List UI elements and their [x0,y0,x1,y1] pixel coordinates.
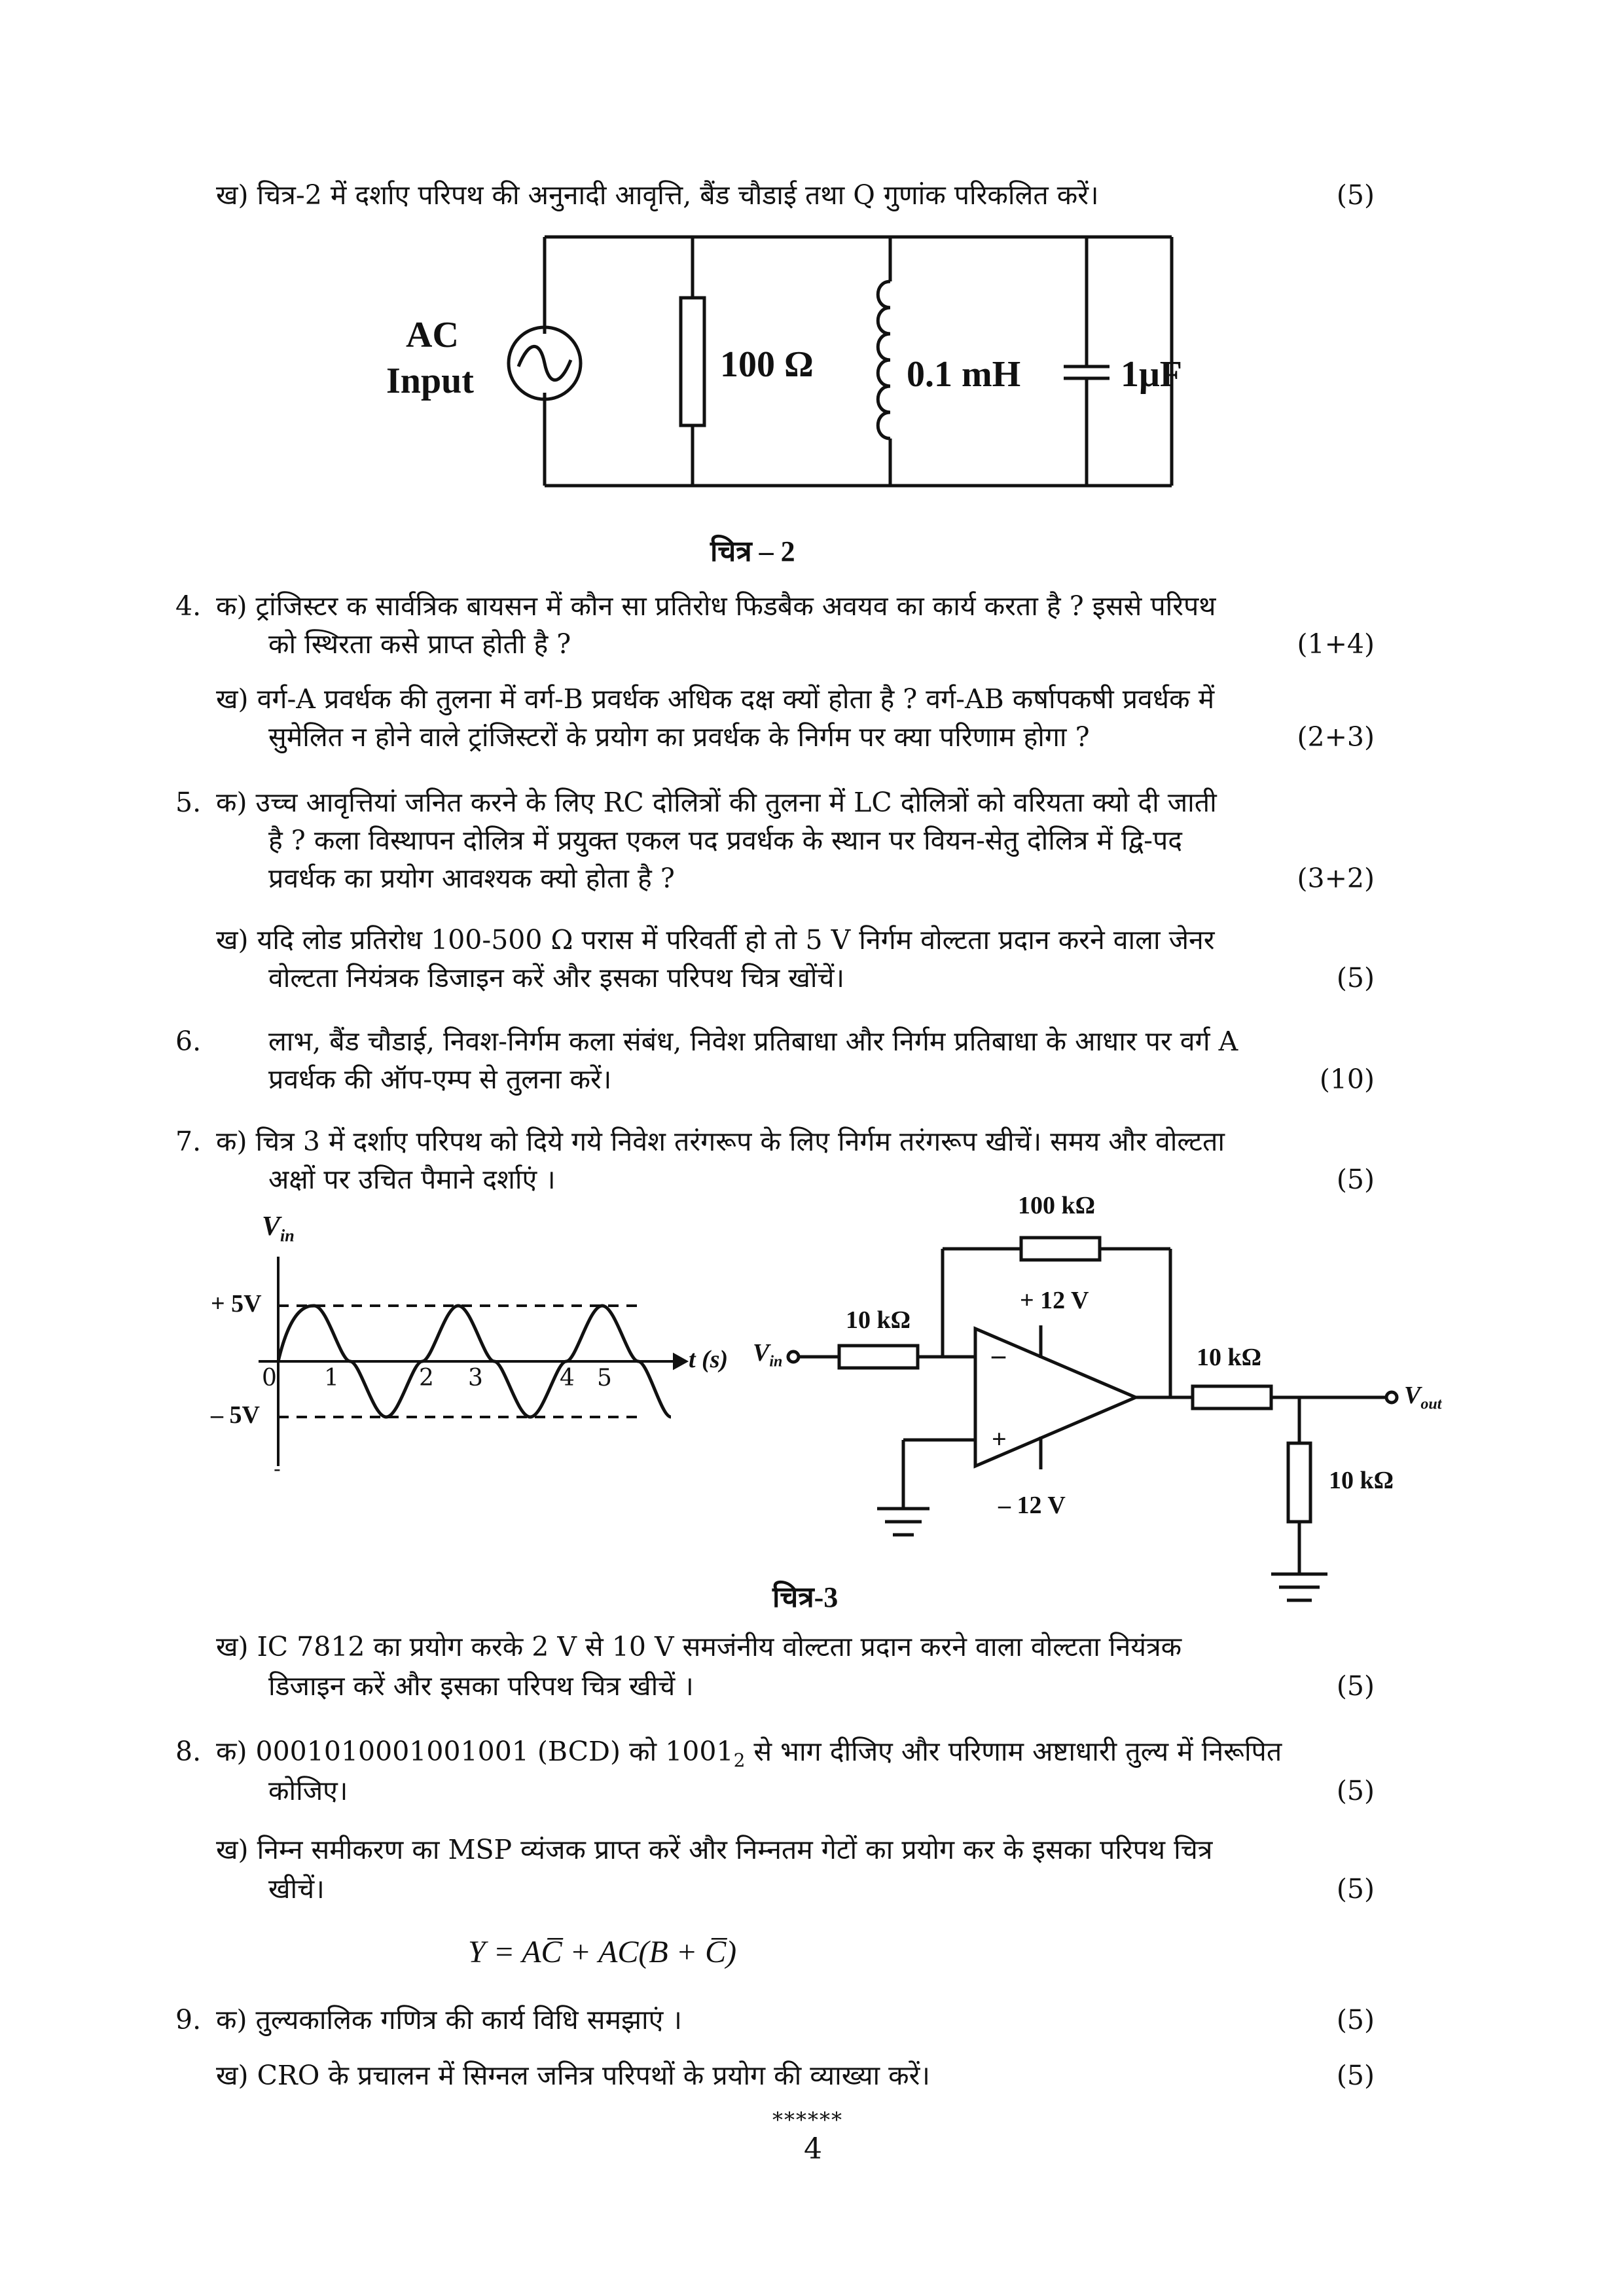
rf-resistor [1021,1238,1100,1260]
q3b-text: ख) चित्र-2 में दर्शाए परिपथ की अनुनादी आवृत्ति, बैंड चौडाई तथा Q गुणांक परिकलित करें। [216,179,1099,211]
q7b-marks: (5) [1336,1670,1375,1702]
q8b-marks: (5) [1336,1873,1375,1905]
fig3-vminus-label: – 12 V [998,1492,1066,1519]
q5b-marks: (5) [1336,962,1375,994]
fig3-vout-sub: out [1420,1395,1442,1413]
q9b-text: ख) CRO के प्रचालन में सिग्नल जनित्र परिपथों के प्रयोग की व्याख्या करें। [216,2060,930,2091]
q7b-line1: ख) IC 7812 का प्रयोग करके 2 V से 10 V समजंनीय वोल्टता प्रदान करने वाला वोल्टता नियंत्रक [216,1631,1182,1662]
fig2-source-label-1: AC [406,315,459,355]
vout-terminal [1386,1392,1397,1403]
fig3-noninverting-sign: + [992,1424,1007,1454]
q5a-line1: क) उच्च आवृत्तियां जनित करने के लिए RC दोलित्रों की तुलना में LC दोलित्रों को वरियता क्यो दी जाती [216,787,1217,818]
fig3-vin-sub: in [769,1353,783,1371]
q3b-marks: (5) [1336,179,1375,211]
q6-line1: लाभ, बैंड चौडाई, निवश-निर्गम कला संबंध, निवेश प्रतिबाधा और निर्गम प्रतिबाधा के आधार पर वर्ग A [268,1026,1238,1057]
rload-resistor [1288,1443,1310,1522]
fig3-dash-mark: - [274,1456,281,1481]
fig3-vin-axis-sub: in [280,1226,295,1246]
q7a-marks: (5) [1336,1164,1375,1195]
fig3-inverting-sign: – [992,1340,1005,1371]
q9a-marks: (5) [1336,2004,1375,2036]
q9b-marks: (5) [1336,2060,1375,2091]
q6-line2: प्रवर्धक की ऑप-एम्प से तुलना करें। [268,1064,612,1095]
q5b-line1: ख) यदि लोड प्रतिरोध 100-500 Ω परास में परिवर्ती हो तो 5 V निर्गम वोल्टता प्रदान करने वाला जेनर [216,924,1215,956]
fig3-tick-3: 3 [468,1365,483,1391]
q5a-marks: (3+2) [1297,863,1375,894]
fig2-caption: चित्र – 2 [710,535,795,567]
fig2-capacitor-label: 1μF [1121,354,1182,395]
fig2-resistor-label: 100 Ω [720,344,814,385]
fig3-time-axis-label: t (s) [689,1346,729,1373]
fig3-vin-axis-label: $V_{in}$ [262,1211,295,1246]
fig3-rout-label: 10 kΩ [1197,1344,1262,1371]
q8b-line1: ख) निम्न समीकरण का MSP व्यंजक प्राप्त करें और निम्नतम गेटों का प्रयोग कर के इसका परिपथ चित्र [216,1834,1213,1865]
fig3-rf-label: 100 kΩ [1018,1192,1096,1219]
fig2-inductor-label: 0.1 mH [907,354,1021,395]
page-number: 4 [804,2132,822,2166]
q4b-line2: सुमेलित न होने वाले ट्रांजिस्टरों के प्रयोग का प्रवर्धक के निर्गम पर क्या परिणाम होगा ? [268,721,1090,753]
q7b-line2: डिजाइन करें और इसका परिपथ चित्र खीचें । [268,1670,694,1702]
fig3-rin-label: 10 kΩ [846,1306,911,1334]
rin-resistor [839,1346,918,1368]
q8a-line1: क) 0001010001001001 (BCD) को $1001_2$ से भाग दीजिए और परिणाम अष्टाधारी तुल्य में निरूपित [216,1736,1282,1772]
fig2-source-label-2: Input [386,361,474,401]
q7-number: 7. [175,1126,202,1157]
q4b-marks: (2+3) [1297,721,1375,753]
fig3-tick-1: 1 [324,1365,339,1391]
fig3-caption: चित्र-3 [772,1581,839,1613]
q5b-line2: वोल्टता नियंत्रक डिजाइन करें और इसका परिपथ चित्र खोंचें। [268,962,845,994]
rout-resistor [1193,1386,1271,1408]
q4b-line1: ख) वर्ग-A प्रवर्धक की तुलना में वर्ग-B प्रवर्धक अधिक दक्ष क्यों होता है ? वर्ग-AB कर्षापकषी प्रवर्धक में [216,683,1215,715]
q4a-line1: क) ट्रांजिस्टर क सार्वत्रिक बायसन में कौन सा प्रतिरोध फिडबैक अवयव का कार्य करता है ? इससे परिपथ [216,590,1216,622]
q7a-line1: क) चित्र 3 में दर्शाए परिपथ को दियेे गये निवेश तरंगरूप के लिए निर्गम तरंगरूप खीचें। समय और वोल्टता [216,1126,1225,1157]
q9a-text: क) तुल्यकालिक गणित्र की कार्य विधि समझाएं । [216,2004,682,2036]
fig3-minus5-label: – 5V [211,1401,260,1429]
q4a-line2: को स्थिरता कसे प्राप्त होती है ? [268,628,571,660]
fig3-tick-5: 5 [597,1365,612,1391]
q6-number: 6. [175,1026,202,1057]
footer-stars: ****** [772,2108,843,2132]
q4a-marks: (1+4) [1297,628,1375,660]
fig3-vout-label: $V_{out}$ [1404,1382,1442,1413]
q5a-line3: प्रवर्धक का प्रयोग आवश्यक क्यो होता है ? [268,863,675,894]
q9-number: 9. [175,2004,202,2036]
fig3-vplus-label: + 12 V [1020,1287,1089,1314]
fig3-plus5-label: + 5V [211,1290,262,1318]
q8a-subscript: 2 [733,1749,746,1772]
fig3-tick-0: 0 [262,1365,277,1391]
q8a-marks: (5) [1336,1775,1375,1806]
q5-number: 5. [175,787,202,818]
q8a-line2: कोजिए। [268,1775,348,1806]
fig3-tick-2: 2 [419,1365,434,1391]
fig3-tick-4: 4 [560,1365,575,1391]
q5a-line2: है ? कला विस्थापन दोलित्र में प्रयुक्त एकल पद प्रवर्धक के स्थान पर वियन-सेतु दोलित्र में द्वि-पद [268,825,1183,856]
q7a-line2: अक्षों पर उचित पैमाने दर्शाएं । [268,1164,556,1195]
vin-terminal [788,1352,799,1362]
q8b-line2: खीचें। [268,1873,325,1905]
fig3-rload-label: 10 kΩ [1329,1467,1394,1494]
q6-marks: (10) [1319,1064,1375,1095]
q8b-equation: Y = AC̅ + AC(B + C̅) [468,1935,737,1969]
q8-number: 8. [175,1736,202,1767]
q4-number: 4. [175,590,202,622]
fig3-vin-label: $V_{in}$ [753,1339,783,1371]
